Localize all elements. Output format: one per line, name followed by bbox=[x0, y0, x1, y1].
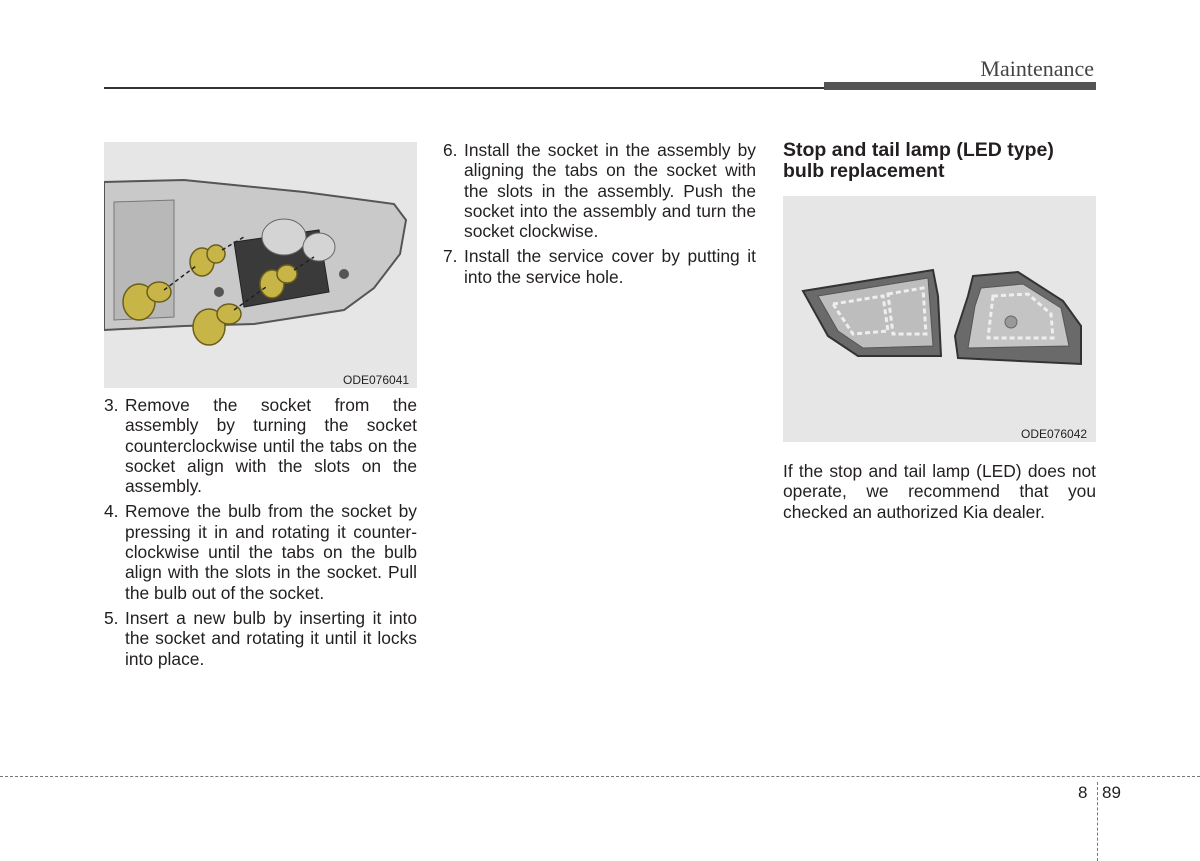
figure-code-right: ODE076042 bbox=[1021, 427, 1088, 441]
step-5: 5. Insert a new bulb by inserting it into the socket and rotating it until it locks into place. bbox=[104, 607, 417, 669]
right-column-heading bbox=[783, 140, 1096, 182]
step-7: 7. Install the service cover by putting it into the service hole. bbox=[443, 246, 756, 287]
section-heading: Stop and tail lamp (LED type) bulb replacement bbox=[783, 139, 1054, 182]
step-3: 3. Remove the socket from the assembly by turning the socket counterclockwise until the tabs on the socket align with the slots on the assembly. bbox=[104, 395, 417, 497]
figure-code-left: ODE076041 bbox=[343, 373, 410, 387]
header-title: Maintenance bbox=[980, 56, 1094, 81]
footer-divider bbox=[0, 776, 1200, 777]
header-bar bbox=[824, 82, 1096, 90]
page-number: 89 bbox=[1102, 783, 1121, 802]
middle-column bbox=[443, 140, 756, 292]
section-body: If the stop and tail lamp (LED) does not operate, we recommend that you checked an authorized Kia dealer. bbox=[783, 461, 1096, 522]
footer-vertical-divider bbox=[1097, 782, 1098, 861]
tail-lamp-housing-illustration bbox=[104, 142, 417, 388]
section-number: 8 bbox=[1078, 783, 1088, 802]
header-rule bbox=[104, 87, 824, 89]
led-lamp-figure bbox=[783, 196, 1096, 442]
socket-removal-figure bbox=[104, 142, 417, 388]
left-column bbox=[104, 395, 417, 674]
led-tail-lamp-illustration bbox=[783, 196, 1096, 442]
right-column-body bbox=[783, 461, 1096, 522]
step-4: 4. Remove the bulb from the socket by pressing it in and rotating it counter-clockwise until the tabs on the bulb align with the slots in the socket. Pull the bulb out of the socket. bbox=[104, 501, 417, 603]
step-6: 6. Install the socket in the assembly by aligning the tabs on the socket with the slots in the assembly. Push the socket into the assembly and turn the socket clockwise. bbox=[443, 140, 756, 242]
